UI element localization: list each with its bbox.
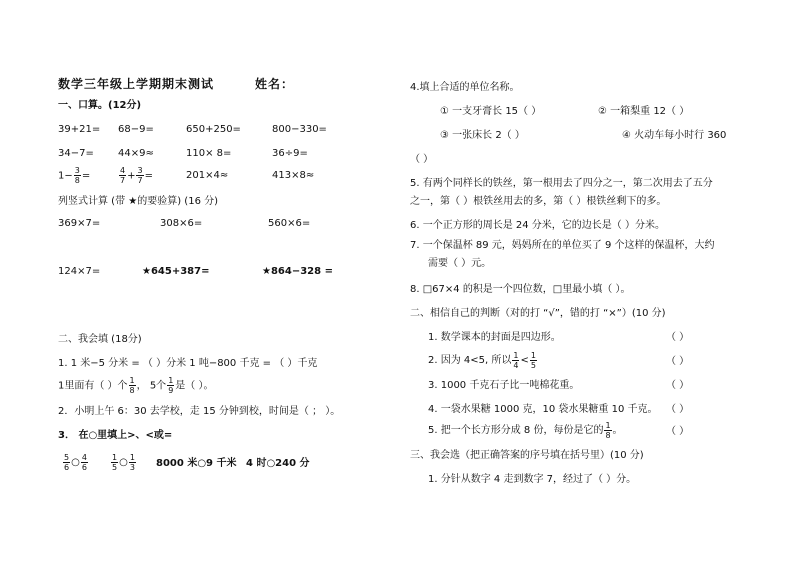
fill-q3-compare-4: 4 时○240 分 — [246, 458, 310, 469]
name-label: 姓名： — [255, 77, 295, 91]
tf-q2: 2. 因为 4<5, 所以 $\frac{1}{4}$ < $\frac{1}{5}$ — [428, 350, 536, 370]
vertical-calc-5: ★645+387= — [142, 266, 210, 277]
oral-calc-4: 800−330= — [272, 124, 327, 135]
oral-calc-1: 39+21= — [58, 124, 101, 135]
vertical-calc-heading: 列竖式计算 (带 ★的要验算) (16 分) — [58, 196, 219, 207]
fill-q3-compare-3: 8000 米○9 千米 — [156, 458, 237, 469]
fill-q3: 3． 在○里填上>、<或= — [58, 430, 173, 441]
section1-heading: 一、口算。(12分) — [58, 100, 142, 111]
fill-q8: 8. □67×4 的积是一个四位数，□里最小填（ ）。 — [410, 284, 631, 295]
fill-q7-line2: 需要（ ）元。 — [428, 258, 492, 269]
oral-calc-5: 34−7= — [58, 148, 94, 159]
fill-q4-3: ③ 一张床长 2（ ） — [440, 130, 525, 141]
fill-q5-line2: 之一，第（ ）根铁丝用去的多，第（ ）根铁丝剩下的多。 — [410, 196, 667, 207]
fill-q4-4-unit: （ ） — [410, 154, 434, 165]
multiple-choice-heading: 三、我会选（把正确答案的序号填在括号里）(10 分) — [410, 450, 644, 461]
tf-q5: 5. 把一个长方形分成 8 份，每份是它的 $\frac{1}{8}$ 。 — [428, 420, 623, 440]
tf-q5-answer: （ ） — [666, 426, 690, 437]
fill-q4-1: ① 一支牙膏长 15（ ） — [440, 106, 542, 117]
oral-calc-12: 413×8≈ — [272, 170, 315, 181]
fill-q3-compare-1: $\frac{5}{6}$ ○ $\frac{4}{6}$ — [64, 452, 87, 472]
vertical-calc-4: 124×7= — [58, 266, 101, 277]
oral-calc-3: 650+250= — [186, 124, 241, 135]
oral-calc-2: 68−9= — [118, 124, 154, 135]
fill-q5-line1: 5. 有两个同样长的铁丝，第一根用去了四分之一，第二次用去了五分 — [410, 178, 713, 189]
oral-calc-9: 1− $\frac{3}{8}$ = — [58, 166, 91, 185]
oral-calc-6: 44×9≈ — [118, 148, 154, 159]
true-false-heading: 二、相信自己的判断（对的打 “√”，错的打 “×”）(10 分) — [410, 308, 666, 319]
vertical-calc-6: ★864−328 = — [262, 266, 333, 277]
tf-q3: 3. 1000 千克石子比一吨棉花重。 — [428, 380, 580, 391]
exam-title: 数学三年级上学期期末测试 — [58, 77, 215, 91]
tf-q1-answer: （ ） — [666, 332, 690, 343]
vertical-calc-2: 308×6= — [160, 218, 203, 229]
fill-q1a: 1. 1 米−5 分米 = （ ）分米 1 吨−800 千克 = （ ）千克 — [58, 358, 318, 369]
vertical-calc-3: 560×6= — [268, 218, 311, 229]
tf-q1: 1. 数学课本的封面是四边形。 — [428, 332, 561, 343]
fill-q6: 6. 一个正方形的周长是 24 分米，它的边长是（ ）分米。 — [410, 220, 665, 231]
tf-q3-answer: （ ） — [666, 380, 690, 391]
fill-q2: 2．小明上午 6：30 去学校，走 15 分钟到校，时间是（ ； ）。 — [58, 406, 341, 417]
fill-q4-2: ② 一箱梨重 12（ ） — [598, 106, 690, 117]
tf-q2-answer: （ ） — [666, 356, 690, 367]
fill-q1b: 1里面有（ ）个 $\frac{1}{8}$ ， 5个 $\frac{1}{9}$ 是（ ）。 — [58, 376, 214, 395]
section2-heading: 二、我会填 (18分) — [58, 334, 142, 345]
oral-calc-10: $\frac{4}{7}$ + $\frac{3}{7}$ = — [120, 166, 153, 185]
oral-calc-11: 201×4≈ — [186, 170, 229, 181]
fill-q4: 4.填上合适的单位名称。 — [410, 82, 520, 93]
fill-q3-compare-2: $\frac{1}{5}$ ○ $\frac{1}{3}$ — [112, 452, 135, 472]
fill-q7-line1: 7. 一个保温杯 89 元，妈妈所在的单位买了 9 个这样的保温杯，大约 — [410, 240, 715, 251]
oral-calc-8: 36÷9= — [272, 148, 308, 159]
oral-calc-7: 110× 8= — [186, 148, 232, 159]
tf-q4-answer: （ ） — [666, 404, 690, 415]
mc-q1: 1. 分针从数字 4 走到数字 7，经过了（ ）分。 — [428, 474, 637, 485]
tf-q4: 4. 一袋水果糖 1000 克，10 袋水果糖重 10 千克。 — [428, 404, 658, 415]
vertical-calc-1: 369×7= — [58, 218, 101, 229]
fill-q4-4: ④ 火动车每小时行 360 — [622, 130, 727, 141]
